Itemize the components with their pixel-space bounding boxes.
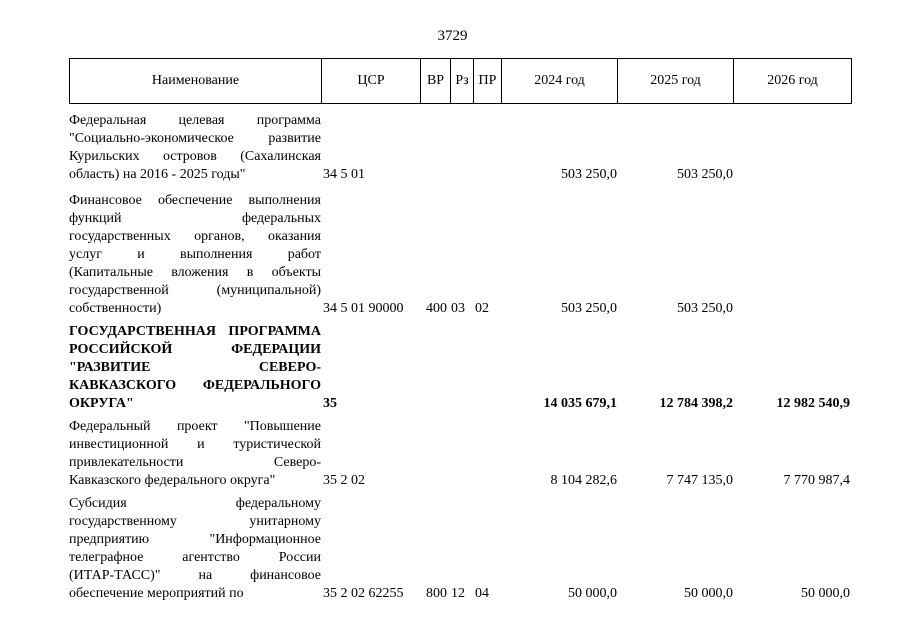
header-csr: ЦСР <box>322 59 421 103</box>
row-rz: 12 <box>451 586 465 601</box>
row-name <box>69 112 321 184</box>
row-value-2024: 503 250,0 <box>561 301 617 316</box>
row-name-line: область) на 2016 - 2025 годы" <box>69 167 246 182</box>
row-name-line: инвестиционной и туристической <box>69 437 321 452</box>
row-name-line: Кавказского федерального округа" <box>69 473 276 488</box>
row-name-line: Субсидия федеральному <box>69 496 321 511</box>
row-name-line: государственному унитарному <box>69 514 321 529</box>
row-value-2025: 7 747 135,0 <box>666 473 733 488</box>
row-name-line: ОКРУГА" <box>69 396 134 411</box>
row-value-2024: 14 035 679,1 <box>543 396 617 411</box>
row-value-2024: 50 000,0 <box>568 586 617 601</box>
row-value-2026: 50 000,0 <box>801 586 850 601</box>
row-csr: 34 5 01 90000 <box>323 301 404 316</box>
row-value-2025: 503 250,0 <box>677 301 733 316</box>
row-name-line: функций федеральных <box>69 211 321 226</box>
row-name-line: телеграфное агентство России <box>69 550 321 565</box>
row-rz: 03 <box>451 301 465 316</box>
row-name-line: предприятию "Информационное <box>69 532 321 547</box>
row-name-line: ГОСУДАРСТВЕННАЯ ПРОГРАММА <box>69 324 321 339</box>
header-vr: ВР <box>421 59 451 103</box>
row-name-line: "Социально-экономическое развитие <box>69 131 321 146</box>
row-name-line: "РАЗВИТИЕ СЕВЕРО- <box>69 360 321 375</box>
row-value-2025: 50 000,0 <box>684 586 733 601</box>
row-vr: 800 <box>426 586 447 601</box>
table-row <box>69 112 852 184</box>
header-year-2024: 2024 год <box>502 59 618 103</box>
row-value-2024: 503 250,0 <box>561 167 617 182</box>
row-name-line: Курильских островов (Сахалинская <box>69 149 321 164</box>
table-row <box>69 418 852 490</box>
row-name-line: (Капитальные вложения в объекты <box>69 265 321 280</box>
row-value-2025: 503 250,0 <box>677 167 733 182</box>
row-csr: 34 5 01 <box>323 167 365 182</box>
table-row <box>69 323 852 413</box>
row-csr: 35 <box>323 396 337 411</box>
row-name <box>69 323 321 413</box>
table-row <box>69 192 852 318</box>
row-value-2026: 7 770 987,4 <box>783 473 850 488</box>
row-name-line: Федеральная целевая программа <box>69 113 321 128</box>
page-number: 3729 <box>437 28 468 44</box>
row-csr: 35 2 02 <box>323 473 365 488</box>
row-name-line: государственной (муниципальной) <box>69 283 321 298</box>
row-name-line: Федеральный проект "Повышение <box>69 419 321 434</box>
row-name-line: привлекательности Северо- <box>69 455 321 470</box>
header-year-2025: 2025 год <box>618 59 734 103</box>
row-name-line: КАВКАЗСКОГО ФЕДЕРАЛЬНОГО <box>69 378 321 393</box>
table-body <box>69 112 852 608</box>
row-name-line: (ИТАР-ТАСС)" на финансовое <box>69 568 321 583</box>
header-pr: ПР <box>474 59 502 103</box>
row-name-line: государственных органов, оказания <box>69 229 321 244</box>
row-value-2026: 12 982 540,9 <box>776 396 850 411</box>
row-pr: 02 <box>475 301 489 316</box>
header-year-2026: 2026 год <box>767 73 818 88</box>
header-name: Наименование <box>70 59 322 103</box>
row-name <box>69 192 321 318</box>
table-header <box>69 58 852 104</box>
row-value-2025: 12 784 398,2 <box>659 396 733 411</box>
row-pr: 04 <box>475 586 489 601</box>
header-rz: Рз <box>451 59 474 103</box>
row-name-line: обеспечение мероприятий по <box>69 586 244 601</box>
table-row <box>69 495 852 603</box>
row-value-2024: 8 104 282,6 <box>550 473 617 488</box>
row-csr: 35 2 02 62255 <box>323 586 404 601</box>
row-vr: 400 <box>426 301 447 316</box>
row-name-line: Финансовое обеспечение выполнения <box>69 193 321 208</box>
row-name <box>69 495 321 603</box>
row-name-line: РОССИЙСКОЙ ФЕДЕРАЦИИ <box>69 342 321 357</box>
row-name-line: услуг и выполнения работ <box>69 247 321 262</box>
row-name-line: собственности) <box>69 301 162 316</box>
row-name <box>69 418 321 490</box>
